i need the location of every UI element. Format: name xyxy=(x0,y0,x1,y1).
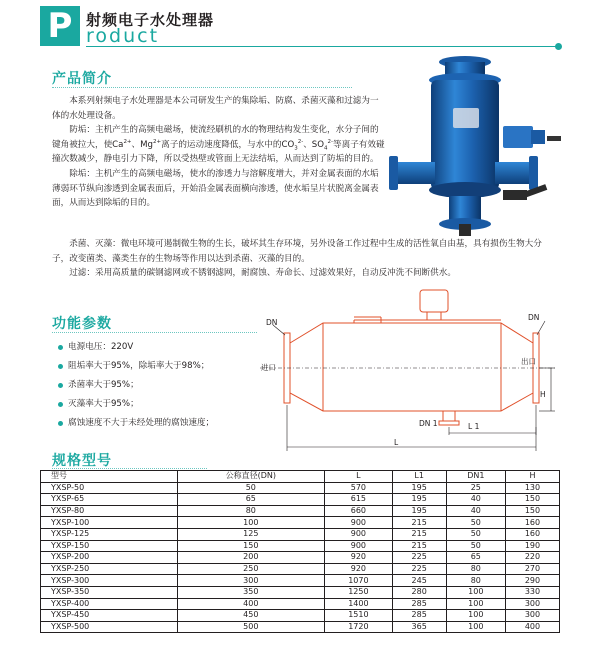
table-cell: 50 xyxy=(446,540,505,552)
table-cell: YXSP-100 xyxy=(41,517,178,529)
params-list xyxy=(58,338,268,433)
table-cell: 300 xyxy=(505,610,559,622)
spec-divider xyxy=(52,468,207,469)
table-row xyxy=(41,494,560,506)
table-cell: YXSP-300 xyxy=(41,575,178,587)
page-header xyxy=(40,6,560,50)
table-cell: 125 xyxy=(177,528,325,540)
table-cell: YXSP-80 xyxy=(41,505,178,517)
table-cell: 150 xyxy=(177,540,325,552)
table-cell: 270 xyxy=(505,563,559,575)
label-h: H xyxy=(540,390,546,399)
intro-paragraph-2: 防垢：主机产生的高频电磁场，使流经刷机的水的物理结构发生变化，水分子间的键角被拉大，使$Ca^{2+}$、$Mg^{2+}$离子的运动速度降低，与水中的$CO_3^{2-}$、$SO_4^{2-}$等离子有效碰撞次数减少，静电引力下降，所以受热壁或管面上无法结垢，从而达到了防垢的目的。 xyxy=(52,125,385,165)
product-image xyxy=(385,52,575,242)
table-cell: 215 xyxy=(392,517,446,529)
label-outlet: 出口 xyxy=(521,357,536,366)
table-cell: 160 xyxy=(505,517,559,529)
table-cell: 920 xyxy=(325,563,393,575)
col-h: H xyxy=(505,471,559,483)
table-cell: 330 xyxy=(505,586,559,598)
table-cell: 195 xyxy=(392,494,446,506)
spec-table-body xyxy=(41,482,560,633)
table-cell: YXSP-500 xyxy=(41,621,178,633)
table-cell: 195 xyxy=(392,505,446,517)
label-dn-left: DN xyxy=(266,318,278,327)
table-cell: 130 xyxy=(505,482,559,494)
table-row xyxy=(41,528,560,540)
table-cell: YXSP-250 xyxy=(41,563,178,575)
table-cell: YXSP-450 xyxy=(41,610,178,622)
intro-paragraph-3: 除垢：主机产生的高频电磁场，使水的渗透力与溶解度增大，并对金属表面的水垢薄弱环节纵向渗透到金属表面后，开始沿金属表面横向渗透，使水垢呈片状脱离金属表面，从而达到除垢的目的。 xyxy=(52,168,379,209)
table-cell: 500 xyxy=(177,621,325,633)
table-cell: 245 xyxy=(392,575,446,587)
col-dn1: DN1 xyxy=(446,471,505,483)
table-cell: YXSP-200 xyxy=(41,552,178,564)
table-cell: 150 xyxy=(505,505,559,517)
table-cell: 50 xyxy=(446,517,505,529)
label-l: L xyxy=(394,438,399,447)
table-cell: 40 xyxy=(446,505,505,517)
table-cell: 400 xyxy=(505,621,559,633)
table-cell: 195 xyxy=(392,482,446,494)
param-item: 灭藻率大于95%； xyxy=(58,395,268,414)
col-l1: L1 xyxy=(392,471,446,483)
table-cell: YXSP-65 xyxy=(41,494,178,506)
table-row xyxy=(41,586,560,598)
table-cell: 190 xyxy=(505,540,559,552)
intro-text xyxy=(52,94,387,211)
table-cell: 285 xyxy=(392,610,446,622)
col-dn: 公称直径(DN) xyxy=(177,471,325,483)
label-dn-right: DN xyxy=(528,313,540,322)
table-cell: YXSP-350 xyxy=(41,586,178,598)
page-subtitle: roduct xyxy=(86,25,160,47)
table-cell: 150 xyxy=(505,494,559,506)
table-cell: 220 xyxy=(505,552,559,564)
table-row xyxy=(41,621,560,633)
table-cell: 65 xyxy=(177,494,325,506)
table-cell: 50 xyxy=(446,528,505,540)
table-cell: 80 xyxy=(446,563,505,575)
table-row xyxy=(41,563,560,575)
table-cell: 570 xyxy=(325,482,393,494)
table-cell: 100 xyxy=(446,586,505,598)
intro-paragraph-5: 过滤：采用高质量的碳钢滤网或不锈钢滤网，耐腐蚀、寿命长、过滤效果好，自动反冲洗不间断供水。 xyxy=(69,268,456,279)
table-row xyxy=(41,505,560,517)
table-cell: YXSP-50 xyxy=(41,482,178,494)
table-cell: 100 xyxy=(446,610,505,622)
table-cell: 365 xyxy=(392,621,446,633)
page-title: 射频电子水处理器 xyxy=(86,11,215,29)
table-cell: 660 xyxy=(325,505,393,517)
table-cell: 25 xyxy=(446,482,505,494)
dimension-drawing xyxy=(255,285,560,460)
table-cell: 225 xyxy=(392,552,446,564)
table-cell: 65 xyxy=(446,552,505,564)
params-title: 功能参数 xyxy=(52,316,112,332)
intro-divider xyxy=(52,87,352,88)
table-cell: 1400 xyxy=(325,598,393,610)
table-cell: 1070 xyxy=(325,575,393,587)
table-cell: 1250 xyxy=(325,586,393,598)
spec-title: 规格型号 xyxy=(52,453,112,469)
table-row xyxy=(41,552,560,564)
table-cell: 920 xyxy=(325,552,393,564)
table-cell: 400 xyxy=(177,598,325,610)
table-cell: 900 xyxy=(325,528,393,540)
table-cell: 615 xyxy=(325,494,393,506)
col-l: L xyxy=(325,471,393,483)
table-cell: 100 xyxy=(446,621,505,633)
label-inlet: 进口 xyxy=(261,363,276,372)
table-cell: 80 xyxy=(177,505,325,517)
table-cell: 200 xyxy=(177,552,325,564)
table-cell: 225 xyxy=(392,563,446,575)
table-row xyxy=(41,482,560,494)
table-row xyxy=(41,610,560,622)
table-row xyxy=(41,540,560,552)
table-row xyxy=(41,517,560,529)
label-dn1: DN 1 xyxy=(419,419,438,428)
table-cell: 100 xyxy=(446,598,505,610)
param-item: 杀菌率大于95%； xyxy=(58,376,268,395)
table-cell: 80 xyxy=(446,575,505,587)
table-cell: 1720 xyxy=(325,621,393,633)
param-item: 阻垢率大于95%，除垢率大于98%； xyxy=(58,357,268,376)
table-header-row xyxy=(41,471,560,483)
table-row xyxy=(41,575,560,587)
param-item: 腐蚀速度不大于未经处理的腐蚀速度； xyxy=(58,414,268,433)
table-cell: YXSP-125 xyxy=(41,528,178,540)
product-badge: P xyxy=(40,6,80,46)
spec-table xyxy=(40,470,560,633)
table-cell: 900 xyxy=(325,540,393,552)
intro-title: 产品简介 xyxy=(52,71,112,87)
table-cell: 100 xyxy=(177,517,325,529)
table-cell: 215 xyxy=(392,528,446,540)
table-cell: 450 xyxy=(177,610,325,622)
table-cell: 280 xyxy=(392,586,446,598)
table-cell: 160 xyxy=(505,528,559,540)
params-divider xyxy=(52,332,257,333)
intro-text-wide xyxy=(52,237,557,281)
label-l1: L 1 xyxy=(468,422,480,431)
intro-paragraph-4: 杀菌、灭藻：微电环境可遏制微生物的生长，破坏其生存环境，另外设备工作过程中生成的活性氧自由基，具有损伤生物大分子，改变菌类、藻类生存的生物场等作用以达到杀菌、灭藻的目的。 xyxy=(52,239,542,264)
intro-paragraph-1: 本系列射频电子水处理器是本公司研发生产的集除垢、防腐、杀菌灭藻和过滤为一体的水处理设备。 xyxy=(52,96,379,121)
header-divider xyxy=(86,46,560,47)
table-cell: 250 xyxy=(177,563,325,575)
table-cell: YXSP-150 xyxy=(41,540,178,552)
table-cell: 900 xyxy=(325,517,393,529)
table-cell: 1510 xyxy=(325,610,393,622)
param-item: 电源电压：220V xyxy=(58,338,268,357)
table-cell: YXSP-400 xyxy=(41,598,178,610)
table-cell: 300 xyxy=(505,598,559,610)
table-row xyxy=(41,598,560,610)
table-cell: 350 xyxy=(177,586,325,598)
table-cell: 50 xyxy=(177,482,325,494)
table-cell: 290 xyxy=(505,575,559,587)
table-cell: 300 xyxy=(177,575,325,587)
table-cell: 285 xyxy=(392,598,446,610)
table-cell: 40 xyxy=(446,494,505,506)
table-cell: 215 xyxy=(392,540,446,552)
col-model: 型号 xyxy=(41,471,178,483)
